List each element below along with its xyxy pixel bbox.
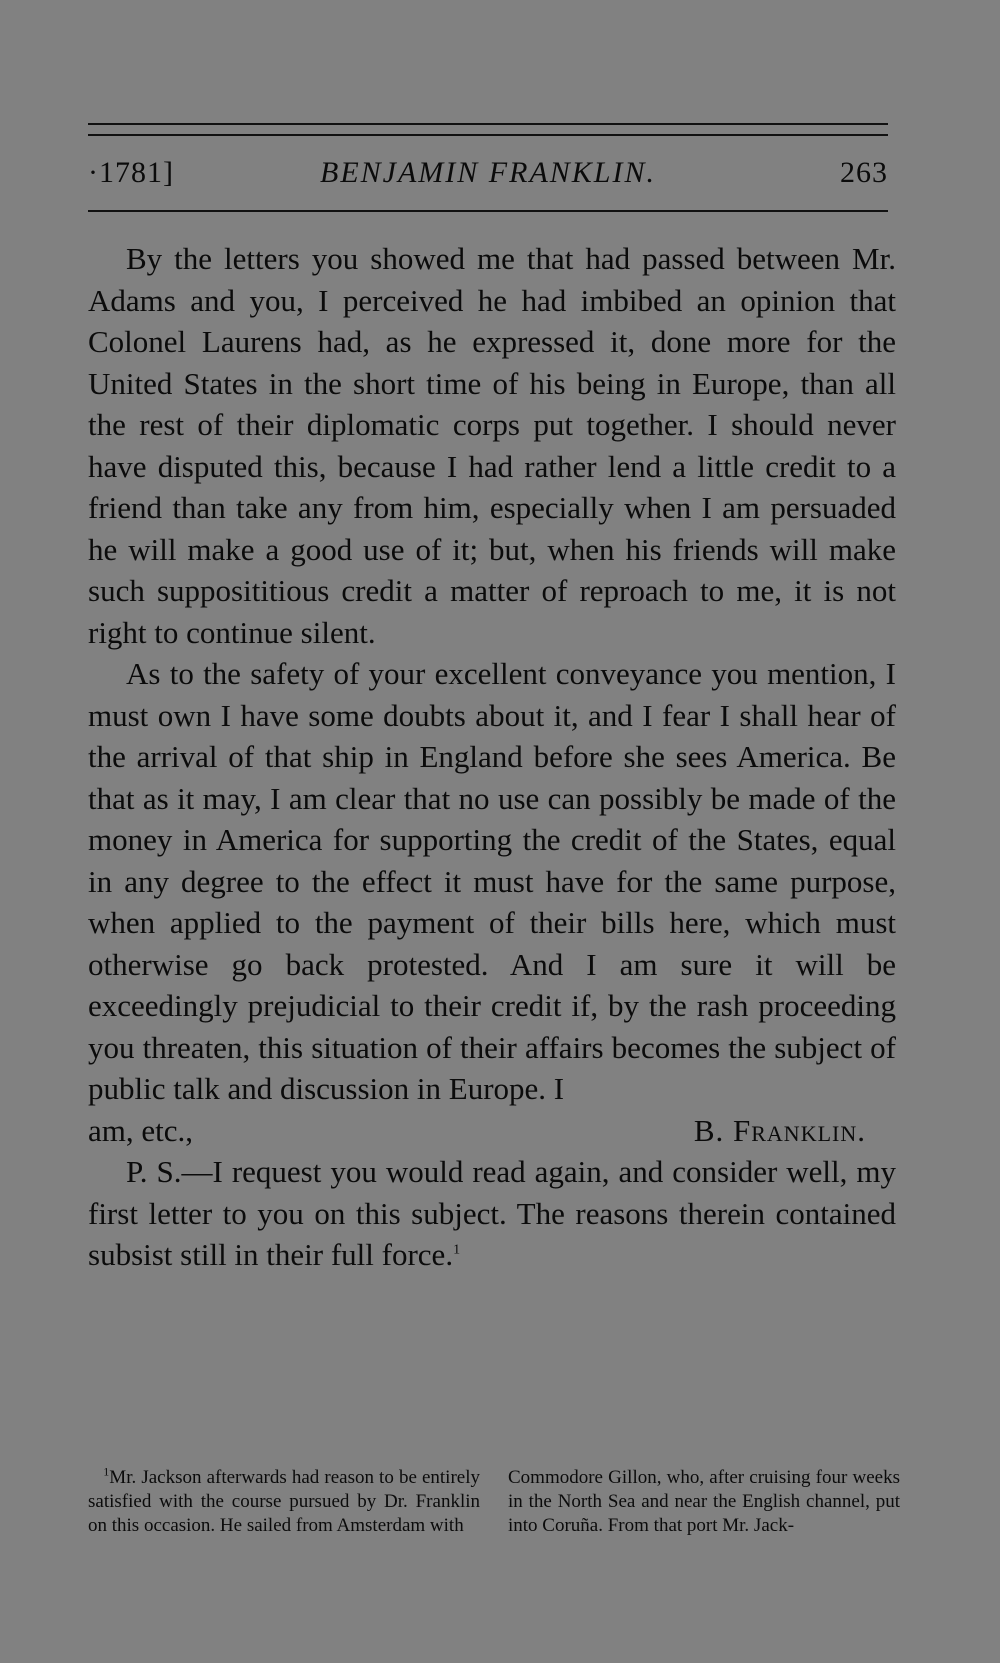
paragraph-1: By the letters you showed me that had passed between Mr. Adams and you, I perceived he had imbibed an opinion that Colonel Laurens had, as he expressed it, done more for the United States in the short time of his being in Europe, than all the rest of their diplomatic corps put together. I should never have disputed this, because I had rather lend a little credit to a friend than take any from him, especially when I am persuaded he will make a good use of it; but, when his friends will make such supposititious credit a matter of reproach to me, it is not right to continue silent. [88, 241, 896, 650]
footnote-column-left [88, 1466, 480, 1538]
footnotes [88, 1466, 900, 1538]
letter-body [88, 238, 896, 1276]
footnote-column-right [508, 1466, 900, 1538]
paragraph-2: As to the safety of your excellent conveyance you mention, I must own I have some doubts about it, and I fear I shall hear of the arrival of that ship in England before she sees America. Be that as it may, I am clear that no use can possibly be made of the money in America for supporting the credit of the States, equal in any degree to the effect it must have for the same purpose, when applied to the payment of their bills here, which must otherwise go back protested. And I am sure it will be exceedingly prejudicial to their credit if, by the rash proceeding you threaten, this situation of their affairs becomes the subject of public talk and discussion in Europe. I [88, 656, 896, 1106]
postscript [88, 1151, 896, 1276]
page-number: 263 [840, 156, 888, 189]
footnote-text-right: Commodore Gillon, who, after cruising four weeks in the North Sea and near the English channel, put into Coruña. From that port Mr. Jack- [508, 1467, 900, 1536]
running-header [88, 156, 888, 196]
header-rule-bottom [88, 210, 888, 212]
signature: B. Franklin. [693, 1112, 866, 1148]
signoff-line [88, 1110, 896, 1152]
header-title: BENJAMIN FRANKLIN. [320, 156, 656, 189]
postscript-text: P. S.—I request you would read again, and consider well, my first letter to you on this subject. The reasons therein contained subsist still in their full force. [88, 1154, 896, 1272]
footnote-marker: 1 [103, 1464, 110, 1479]
header-rule-second [88, 134, 888, 136]
closing-text: am, etc., [88, 1112, 194, 1148]
header-year: ·1781] [88, 156, 174, 189]
footnote-text-left: Mr. Jackson afterwards had reason to be entirely satisfied with the course pursued by Dr. Franklin on this occasion. He sailed from Amsterdam with [88, 1467, 481, 1536]
header-rule-top [88, 123, 888, 125]
footnote-reference: 1 [453, 1242, 461, 1258]
